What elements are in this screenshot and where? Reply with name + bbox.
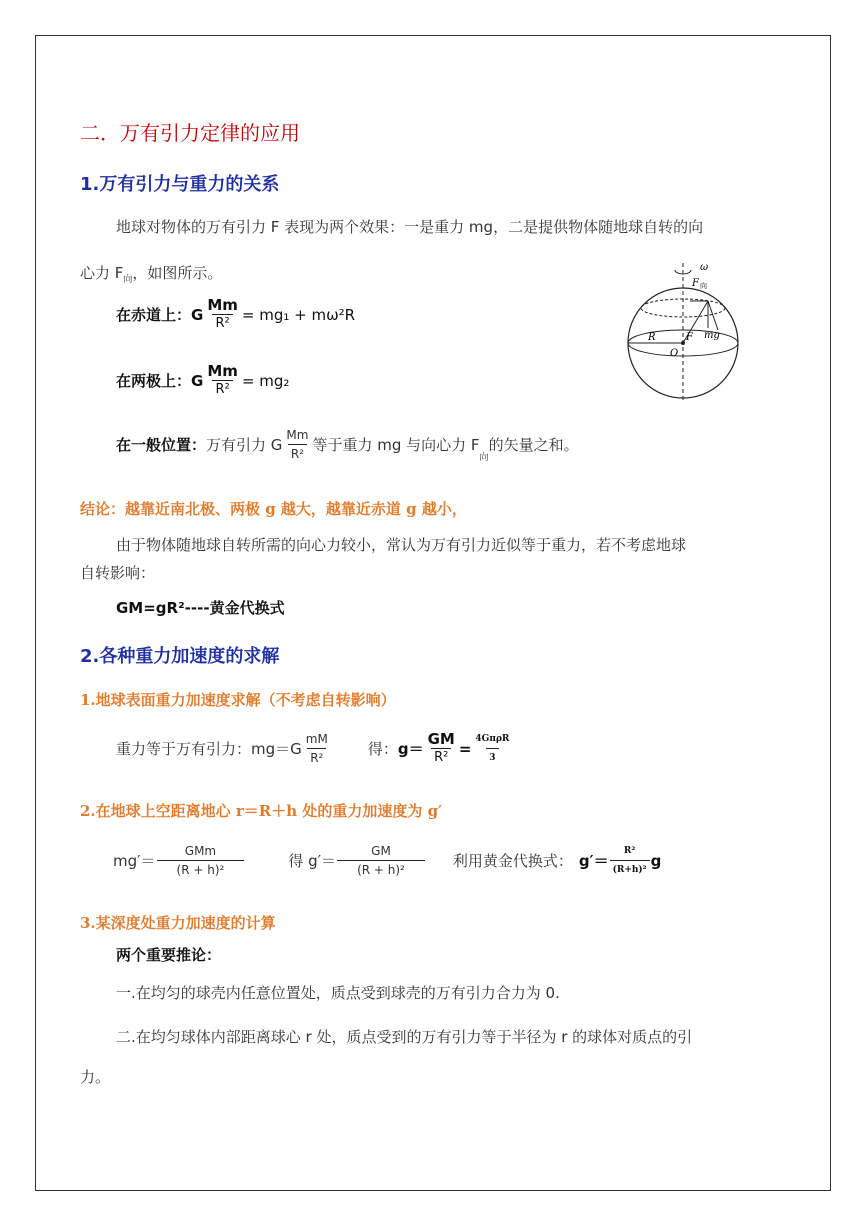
- conclusion-text: 结论：越靠近南北极、两极 g 越大，越靠近赤道 g 越小，: [80, 500, 467, 518]
- para2-line1: 由于物体随地球自转所需的向心力较小，常认为万有引力近似等于重力，若不考虑地球: [116, 536, 687, 554]
- para1-line2: 心力 $F_向$，如图所示。: [80, 264, 223, 285]
- golden-substitution: GM=gR²----黄金代换式: [116, 599, 285, 617]
- item1-equation: 重力等于万有引力：mg＝G $\frac{mM}{\text{R²}}$ 得： g＝ $\frac{GM}{\text{R²}}$ = $\frac{\text{4GπρR}}{3}$: [116, 730, 510, 765]
- o-label: O: [670, 348, 679, 359]
- conclusion-2-line1: 二.在均匀球体内部距离球心 r 处，质点受到的万有引力等于半径为 r 的球体对质点的引: [116, 1028, 693, 1046]
- mg-label: mg: [704, 330, 720, 341]
- earth-diagram: [620, 258, 750, 410]
- item2-title: 2.在地球上空距离地心 r＝R＋h 处的重力加速度为 g′: [80, 802, 443, 820]
- conclusion-1: 一.在均匀的球壳内任意位置处，质点受到球壳的万有引力合力为 0.: [116, 984, 560, 1002]
- two-conclusions-heading: 两个重要推论：: [116, 946, 222, 964]
- para2-line2: 自转影响：: [80, 564, 156, 582]
- item2-equation: mg′＝ $\frac{\text{GMm}}{\text{(R + h)²}}$ 得 g′＝ $\frac{GM}{\text{(R + h)²}}$ 利用黄金代换式： g′＝ $\frac{\text{R²}}{\text{(R+h)²}}$ g: [113, 844, 662, 877]
- r-label: R: [648, 332, 656, 343]
- general-position-text: 在一般位置： 万有引力 G $\frac{Mm}{\text{R²}}$ 等于重力 mg 与向心力 F $_向$ 的矢量之和。: [116, 428, 579, 463]
- subsection-1-title: 1.万有引力与重力的关系: [80, 174, 280, 195]
- subsection-2-title: 2.各种重力加速度的求解: [80, 646, 280, 667]
- omega-label: ω: [700, 262, 709, 273]
- conclusion-2-line2: 力。: [80, 1068, 111, 1086]
- f-label: F: [692, 278, 699, 289]
- poles-equation: 在两极上： G $\frac{Mm}{\text{R²}}$ = mg₂: [116, 362, 290, 397]
- f-sub-label: 向: [700, 282, 707, 290]
- item3-title: 3.某深度处重力加速度的计算: [80, 914, 276, 932]
- para1-line1: 地球对物体的万有引力 F 表现为两个效果：一是重力 mg，二是提供物体随地球自转的向: [116, 218, 704, 236]
- item1-title: 1.地球表面重力加速度求解（不考虑自转影响）: [80, 691, 396, 709]
- f2-label: F: [686, 332, 693, 343]
- equator-equation: 在赤道上： G $\frac{Mm}{\text{R²}}$ = mg₁ + mω²R: [116, 296, 356, 331]
- section-title: 二．万有引力定律的应用: [80, 121, 300, 145]
